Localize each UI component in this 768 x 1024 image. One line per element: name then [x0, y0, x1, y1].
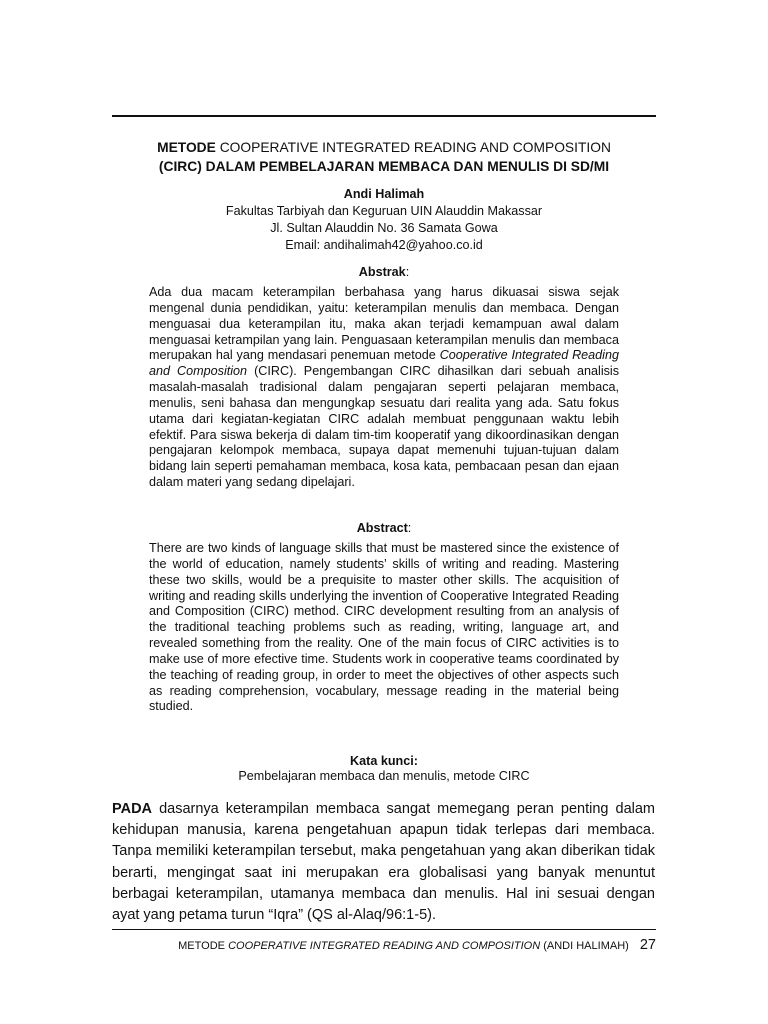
keywords-heading: Kata kunci:	[350, 754, 418, 768]
abstract-text: There are two kinds of language skills that must be mastered since the existence of the world of education, namely students’ skills of writing and reading. Mastering these two skills, would be a prequisite to master other skills. The acquisition of writing and reading skills underlying the invention of Cooperative Integrated Reading and Composition (CIRC) method. CIRC development resulting from an analysis of the traditional teaching problems such as reading, writing, language art, and revealed something from the reality. One of the main focus of CIRC activities is to make use of more efective time. Students work in cooperative teams coordinated by the teaching of reading group, in order to meet the objectives of other aspects such as reading comprehension, vocabulary, message reading in the material being studied.	[149, 541, 619, 714]
abstrak-italic-method: Cooperative Integrated Reading and Composition	[149, 348, 619, 379]
abstrak-heading: Abstrak:	[358, 265, 410, 279]
running-footer	[112, 936, 656, 955]
author-affiliation: Fakultas Tarbiyah dan Keguruan UIN Alauddin Makassar	[225, 204, 543, 218]
footer-prefix: METODE	[178, 940, 225, 952]
author-name: Andi Halimah	[343, 187, 425, 201]
abstrak-text-before: Ada dua macam keterampilan berbahasa yang harus dikuasai siswa sejak mengenal dunia pendidikan, yaitu: keterampilan menulis dan membaca. Dengan menguasai dua keterampilan itu, maka akan terjadi kemampuan awal dalam menguasai ketrampilan yang lain. Penguasaan keterampilan menulis dan membaca merupakan hal yang mendasari penemuan metode	[149, 285, 619, 363]
paper-title	[112, 138, 656, 176]
title-bold-word: METODE	[157, 140, 216, 155]
title-line-1-rest: COOPERATIVE INTEGRATED READING AND COMPOSITION	[219, 140, 611, 155]
abstract-heading: Abstract:	[356, 521, 412, 535]
header-rule	[112, 115, 656, 117]
body-text: dasarnya keterampilan membaca sangat memegang peran penting dalam kehidupan manusia, karena pengetahuan apapun tidak terlepas dari membaca. Tanpa memiliki keterampilan tersebut, maka pengetahuan yang akan diberikan tidak berarti, mengingat saat ini merupakan era globalisasi yang banyak menuntut berbagai keterampilan, utamanya membaca dan menulis. Hal ini sesuai dengan ayat yang petama turun “Iqra” (QS al-Alaq/96:1-5).	[112, 801, 655, 924]
keywords-text: Pembelajaran membaca dan menulis, metode CIRC	[238, 769, 530, 783]
page-number: 27	[639, 937, 656, 953]
abstract-body	[149, 541, 619, 715]
body-lead-word: PADA	[112, 801, 153, 817]
author-email: Email: andihalimah42@yahoo.co.id	[285, 238, 483, 252]
title-line-2: (CIRC) DALAM PEMBELAJARAN MEMBACA DAN MENULIS DI SD/MI	[158, 159, 610, 174]
body-paragraph	[112, 799, 655, 926]
author-address: Jl. Sultan Alauddin No. 36 Samata Gowa	[270, 221, 498, 235]
abstrak-text-after: (CIRC). Pengembangan CIRC dihasilkan dari sebuah analisis masalah-masalah tradisional dalam pengajaran seperti pelajaran membaca, menulis, seni bahasa dan mengungkap sesuatu dari realita yang ada. Satu fokus utama dari kegiatan-kegiatan CIRC adalah membuat penggunaan waktu lebih efektif. Para siswa bekerja di dalam tim-tim kooperatif yang dikoordinasikan dengan pengajaran kelompok membaca, supaya dapat memenuhi tujuan-tujuan dalam bidang lain seperti pemahaman membaca, kosa kata, pembacaan pesan dan ejaan dalam materi yang sedang dipelajari.	[149, 364, 620, 490]
footer-italic-title: COOPERATIVE INTEGRATED READING AND COMPOSITION	[228, 940, 541, 952]
footer-author: (ANDI HALIMAH)	[543, 940, 629, 952]
author-block	[112, 186, 656, 254]
title-line-1	[112, 138, 656, 157]
abstrak-body	[149, 285, 619, 491]
footer-rule	[112, 929, 656, 930]
